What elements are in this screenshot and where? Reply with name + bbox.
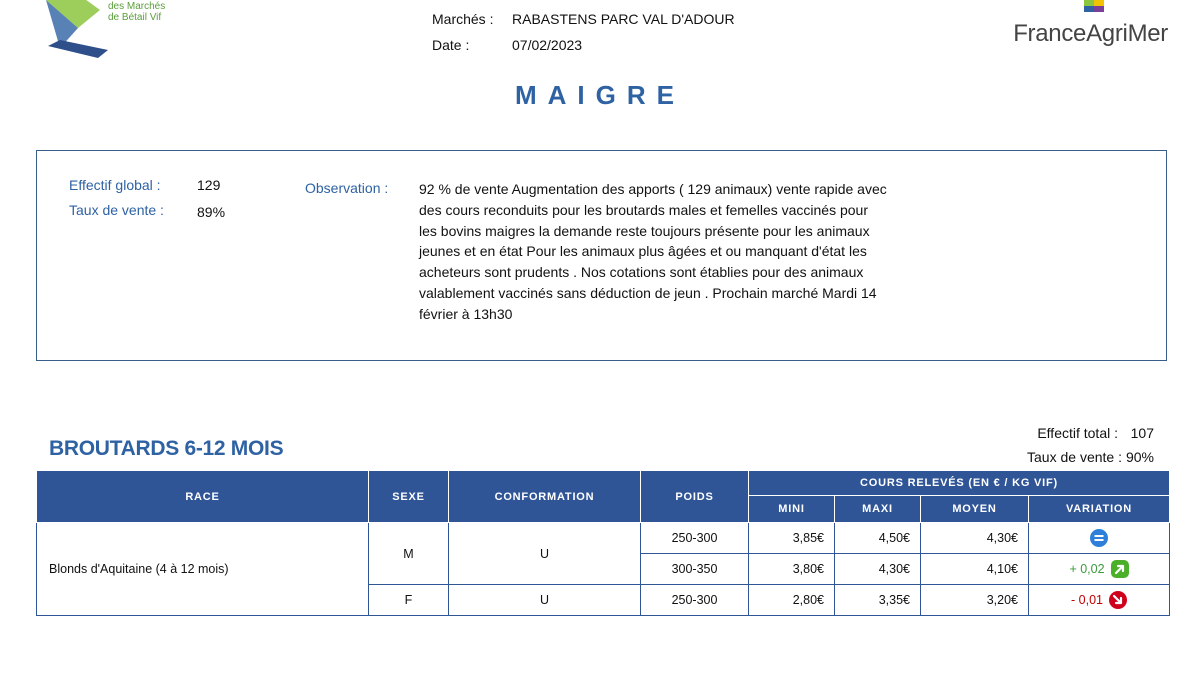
federation-logo-mark [38, 0, 108, 70]
section-taux-row [1027, 445, 1154, 469]
effectif-total-value: 107 [1130, 425, 1154, 441]
variation-wrap [1029, 529, 1169, 547]
federation-logo [38, 0, 198, 70]
federation-logo-text [108, 0, 165, 23]
header-sexe: SEXE [369, 471, 449, 523]
header-variation: VARIATION [1029, 496, 1170, 523]
variation-value: - 0,01 [1071, 593, 1103, 607]
franceagrimer-logo [998, 0, 1168, 50]
summary-box [36, 150, 1167, 361]
conformation-cell: U [449, 523, 641, 585]
poids-cell: 250-300 [641, 585, 749, 616]
variation-wrap [1029, 591, 1169, 609]
mini-cell: 3,80€ [749, 554, 835, 585]
effectif-global-value: 129 [197, 177, 221, 193]
variation-wrap [1029, 560, 1169, 578]
header-moyen: MOYEN [921, 496, 1029, 523]
header-cours: COURS RELEVÉS (EN € / KG VIF) [749, 471, 1170, 496]
observation-label: Observation : [305, 180, 389, 196]
maxi-cell: 3,35€ [835, 585, 921, 616]
header-mini: MINI [749, 496, 835, 523]
market-row [432, 6, 735, 32]
maxi-cell: 4,50€ [835, 523, 921, 554]
section-taux-value: 90% [1125, 449, 1154, 465]
variation-cell [1029, 585, 1170, 616]
variation-cell [1029, 554, 1170, 585]
taux-vente-label: Taux de vente : [69, 202, 164, 218]
taux-vente-value: 89% [197, 204, 226, 220]
market-label: Marchés : [432, 11, 494, 27]
table-row [37, 523, 1170, 554]
moyen-cell: 4,30€ [921, 523, 1029, 554]
document-title: MAIGRE [515, 80, 685, 110]
arrow-down-right-icon [1109, 591, 1127, 609]
section-totals [1027, 421, 1154, 469]
moyen-cell: 3,20€ [921, 585, 1029, 616]
header-race: RACE [37, 471, 369, 523]
moyen-cell: 4,10€ [921, 554, 1029, 585]
poids-cell: 250-300 [641, 523, 749, 554]
effectif-total-label: Effectif total : [1037, 425, 1118, 441]
variation-value: + 0,02 [1069, 562, 1105, 576]
effectif-total-row [1027, 421, 1154, 445]
section-title: BROUTARDS 6-12 MOIS [49, 437, 284, 460]
arrow-up-right-icon [1111, 560, 1129, 578]
mini-cell: 3,85€ [749, 523, 835, 554]
effectif-global-label: Effectif global : [69, 177, 161, 193]
header-conformation: CONFORMATION [449, 471, 641, 523]
date-label: Date : [432, 37, 470, 53]
variation-cell [1029, 523, 1170, 554]
poids-cell: 300-350 [641, 554, 749, 585]
logo-line-3: de Bétail Vif [108, 12, 162, 23]
equal-icon [1090, 529, 1108, 547]
maxi-cell: 4,30€ [835, 554, 921, 585]
logo-line-2: des Marchés [108, 1, 166, 12]
section-taux-label: Taux de vente : [1027, 449, 1122, 465]
date-row [432, 32, 735, 58]
race-cell: Blonds d'Aquitaine (4 à 12 mois) [37, 523, 369, 616]
conformation-cell: U [449, 585, 641, 616]
observation-text: 92 % de vente Augmentation des apports ( 129 animaux) vente rapide avec des cours reconduits pour les broutards males et femelles vaccinés pour les bovins maigres la demande reste toujours présente pour les animaux jeunes et en état Pour les animaux plus âgées et ou manquant d'état les acheteurs sont prudents . Nos cotations sont établies pour des animaux valablement vaccinés sans déduction de jeun . Prochain marché Mardi 14 février à 13h30 [419, 181, 887, 322]
market-meta [432, 6, 735, 58]
date-value: 07/02/2023 [512, 37, 583, 53]
market-value: RABASTENS PARC VAL D'ADOUR [512, 11, 735, 27]
franceagrimer-squares-icon [1084, 0, 1106, 12]
price-table [36, 470, 1170, 616]
header-maxi: MAXI [835, 496, 921, 523]
header-poids: POIDS [641, 471, 749, 523]
franceagrimer-brand: FranceAgriMer [1013, 20, 1168, 47]
mini-cell: 2,80€ [749, 585, 835, 616]
sexe-cell: M [369, 523, 449, 585]
sexe-cell: F [369, 585, 449, 616]
